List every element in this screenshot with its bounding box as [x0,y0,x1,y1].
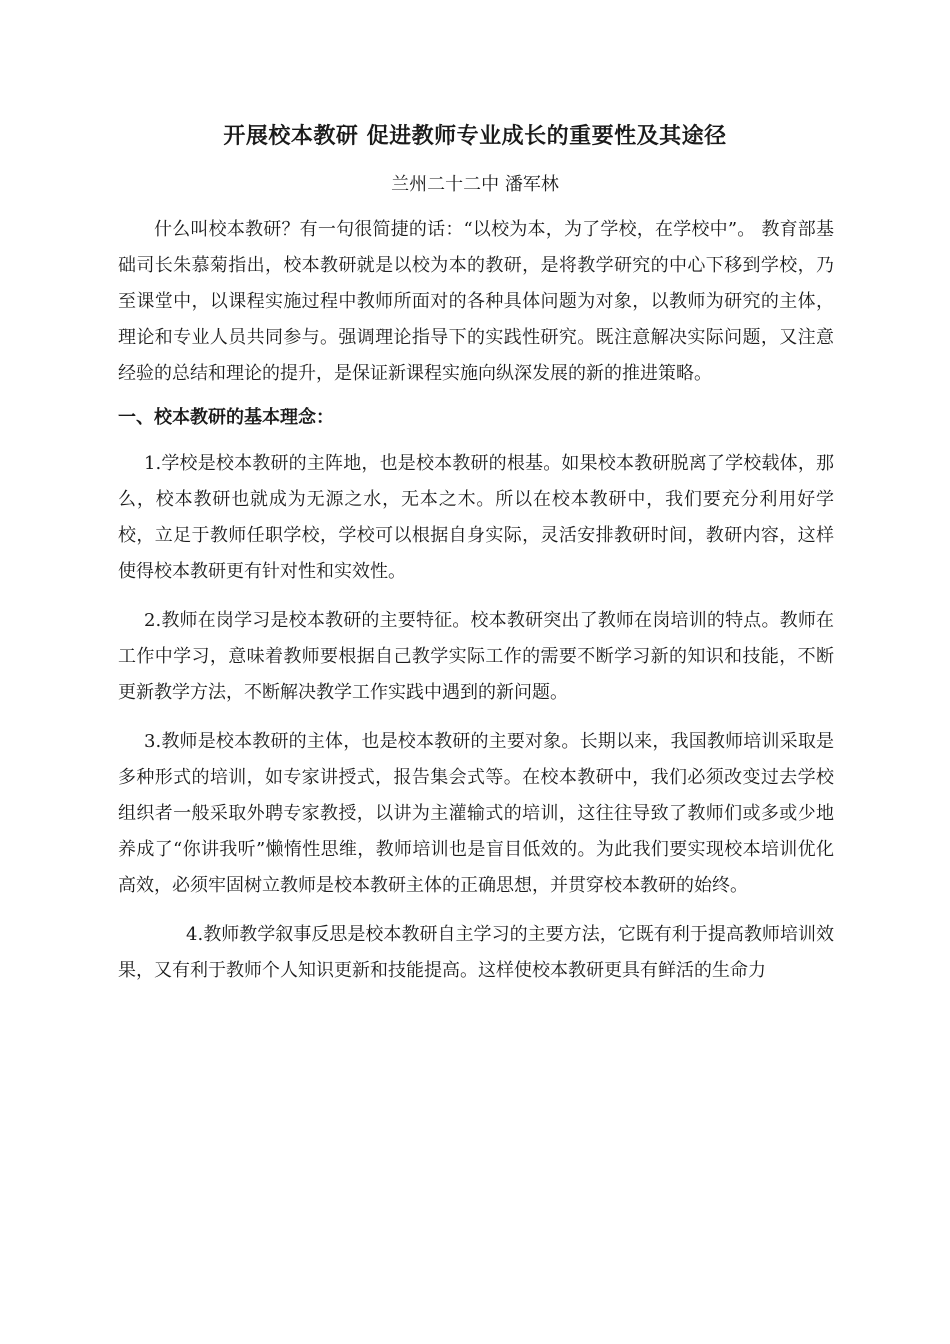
document-title: 开展校本教研 促进教师专业成长的重要性及其途径 [223,123,727,149]
list-item-1: 1.学校是校本教研的主阵地，也是校本教研的根基。如果校本教研脱离了学校载体，那么，校本教研也就成为无源之水，无本之木。所以在校本教研中，我们要充分利用好学校，立足于教师任职学校，学校可以根据自身实际，灵活安排教研时间，教研内容，这样使得校本教研更有针对性和实效性。 [118,453,834,582]
document-author: 兰州二十二中 潘军林 [391,174,559,195]
list-item-2: 2.教师在岗学习是校本教研的主要特征。校本教研突出了教师在岗培训的特点。教师在工作中学习，意味着教师要根据自己教学实际工作的需要不断学习新的知识和技能，不断更新教学方法，不断解决教学工作实践中遇到的新问题。 [118,610,834,703]
section-heading: 一、校本教研的基本理念： [118,407,334,428]
list-item-3: 3.教师是校本教研的主体，也是校本教研的主要对象。长期以来，我国教师培训采取是多种形式的培训，如专家讲授式，报告集会式等。在校本教研中，我们必须改变过去学校组织者一般采取外聘专家教授，以讲为主灌输式的培训，这往往导致了教师们或多或少地养成了“你讲我听”懒惰性思维，教师培训也是盲目低效的。为此我们要实现校本培训优化高效，必须牢固树立教师是校本教研主体的正确思想，并贯穿校本教研的始终。 [118,731,834,896]
document-body [118,212,834,989]
list-item-4: 4.教师教学叙事反思是校本教研自主学习的主要方法，它既有利于提高教师培训效果，又有利于教师个人知识更新和技能提高。这样使校本教研更具有鲜活的生命力 [118,924,834,981]
intro-paragraph: 什么叫校本教研？有一句很简捷的话：“以校为本，为了学校，在学校中”。 教育部基础司长朱慕菊指出，校本教研就是以校为本的教研，是将教学研究的中心下移到学校，乃至课堂中，以课程实施过程中教师所面对的各种具体问题为对象，以教师为研究的主体，理论和专业人员共同参与。强调理论指导下的实践性研究。既注意解决实际问题，又注意经验的总结和理论的提升，是保证新课程实施向纵深发展的新的推进策略。 [118,219,834,384]
